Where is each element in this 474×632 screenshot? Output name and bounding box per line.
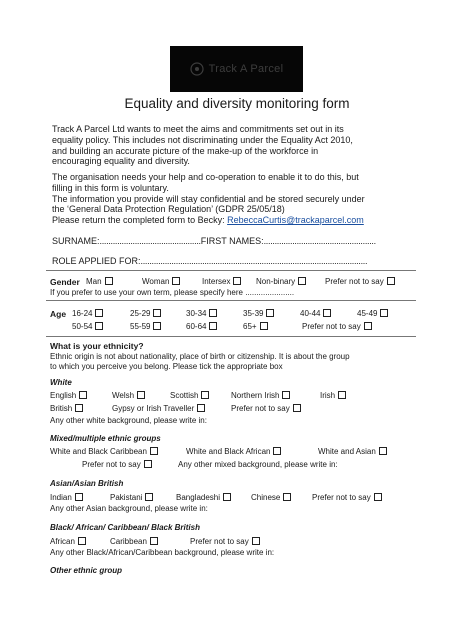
divider: [46, 336, 416, 337]
intro-line: filling in this form is voluntary.: [52, 182, 169, 193]
ethnicity-intro-2: to which you perceive you belong. Please tick the appropriate box: [50, 362, 283, 371]
ethnicity-option[interactable]: [110, 537, 158, 546]
ethnicity-option-prefer-not[interactable]: [312, 493, 382, 502]
checkbox[interactable]: [150, 537, 158, 545]
ethnicity-heading: What is your ethnicity?: [50, 341, 144, 351]
gender-option-non-binary[interactable]: [256, 277, 306, 286]
asian-other[interactable]: Any other Asian background, please write in:: [50, 504, 208, 513]
checkbox[interactable]: [95, 322, 103, 330]
option-label: Chinese: [251, 493, 281, 502]
return-text: Please return the completed form to Becky:: [52, 215, 225, 226]
option-label: Welsh: [112, 391, 135, 400]
checkbox[interactable]: [153, 309, 161, 317]
checkbox[interactable]: [201, 391, 209, 399]
option-label: 30-34: [186, 309, 207, 318]
option-label: Prefer not to say: [325, 277, 384, 286]
age-option[interactable]: [130, 322, 161, 331]
option-label: 25-29: [130, 309, 151, 318]
gender-option-intersex[interactable]: [202, 277, 241, 286]
ethnicity-option[interactable]: [176, 493, 231, 502]
ethnicity-option[interactable]: [110, 493, 153, 502]
asian-section-title: Asian/Asian British: [50, 479, 124, 488]
option-label: Scottish: [170, 391, 199, 400]
checkbox[interactable]: [387, 277, 395, 285]
role-row: [52, 256, 367, 266]
option-label: Irish: [320, 391, 336, 400]
checkbox[interactable]: [144, 460, 152, 468]
option-label: Northern Irish: [231, 391, 280, 400]
checkbox[interactable]: [266, 309, 274, 317]
intro-paragraph-1: [52, 124, 432, 167]
intro-line: and building an accurate picture of the make-up of the workforce in: [52, 145, 319, 156]
gender-option-man[interactable]: [86, 277, 113, 286]
checkbox[interactable]: [364, 322, 372, 330]
checkbox[interactable]: [95, 309, 103, 317]
ethnicity-option[interactable]: [50, 493, 83, 502]
page-title: Equality and diversity monitoring form: [124, 96, 350, 111]
gender-own-term[interactable]: If you prefer to use your own term, please specify here ......................: [50, 288, 295, 297]
intro-line: the ‘General Data Protection Regulation’ (GDPR 25/05/18): [52, 204, 285, 215]
first-names-field[interactable]: ...................................................: [263, 236, 376, 246]
checkbox[interactable]: [209, 309, 217, 317]
intro-line: Track A Parcel Ltd wants to meet the aims and commitments set out in its: [52, 124, 344, 134]
gender-option-prefer-not[interactable]: [325, 277, 395, 286]
age-option[interactable]: [243, 309, 274, 318]
option-label: Man: [86, 277, 102, 286]
ethnicity-option[interactable]: [50, 537, 86, 546]
option-label: 65+: [243, 322, 257, 331]
option-label: Woman: [142, 277, 170, 286]
option-label: Pakistani: [110, 493, 143, 502]
black-other[interactable]: Any other Black/African/Caribbean background, please write in:: [50, 548, 275, 557]
surname-row: [52, 236, 376, 246]
age-option[interactable]: [186, 309, 217, 318]
company-logo: [170, 46, 303, 92]
age-option[interactable]: [300, 309, 331, 318]
age-option-prefer-not[interactable]: [302, 322, 372, 331]
intro-line: encouraging equality and diversity.: [52, 156, 190, 167]
surname-label: SURNAME:: [52, 236, 100, 246]
ethnicity-option[interactable]: [50, 404, 83, 413]
option-label: 50-54: [72, 322, 93, 331]
ethnicity-option-prefer-not[interactable]: [190, 537, 260, 546]
other-section-title: Other ethnic group: [50, 566, 122, 575]
checkbox[interactable]: [150, 447, 158, 455]
option-label: Prefer not to say: [190, 537, 249, 546]
age-option[interactable]: [357, 309, 388, 318]
option-label: Bangladeshi: [176, 493, 221, 502]
ethnicity-option[interactable]: [320, 391, 346, 400]
divider: [46, 270, 416, 271]
option-label: Indian: [50, 493, 72, 502]
return-line: [52, 215, 432, 226]
checkbox[interactable]: [380, 309, 388, 317]
white-other[interactable]: Any other white background, please write in:: [50, 416, 207, 425]
checkbox[interactable]: [323, 309, 331, 317]
option-label: African: [50, 537, 75, 546]
ethnicity-option[interactable]: [112, 404, 205, 413]
age-option[interactable]: [72, 322, 103, 331]
checkbox[interactable]: [260, 322, 268, 330]
mixed-section-title: Mixed/multiple ethnic groups: [50, 434, 161, 443]
option-label: 16-24: [72, 309, 93, 318]
option-label: English: [50, 391, 77, 400]
checkbox[interactable]: [252, 537, 260, 545]
role-field[interactable]: .......................................................................................................: [140, 256, 368, 266]
age-label: Age: [50, 309, 67, 319]
option-label: White and Black African: [186, 447, 271, 456]
option-label: 60-64: [186, 322, 207, 331]
intro-line: The organisation needs your help and co-operation to enable it to do this, but: [52, 172, 359, 182]
first-names-label: FIRST NAMES:: [200, 236, 264, 246]
option-label: Prefer not to say: [312, 493, 371, 502]
divider: [46, 300, 416, 301]
checkbox[interactable]: [293, 404, 301, 412]
ethnicity-intro-1: Ethnic origin is not about nationality, place of birth or citizenship. It is about the group: [50, 352, 350, 361]
ethnicity-option[interactable]: [251, 493, 291, 502]
email-link[interactable]: RebeccaCurtis@trackaparcel.com: [227, 215, 364, 226]
option-label: Prefer not to say: [231, 404, 290, 413]
checkbox[interactable]: [172, 277, 180, 285]
checkbox[interactable]: [273, 447, 281, 455]
ethnicity-option[interactable]: [170, 391, 209, 400]
checkbox[interactable]: [79, 391, 87, 399]
ethnicity-option[interactable]: [112, 391, 145, 400]
ethnicity-option[interactable]: [186, 447, 281, 456]
option-label: Prefer not to say: [302, 322, 361, 331]
option-label: Gypsy or Irish Traveller: [112, 404, 195, 413]
age-option[interactable]: [130, 309, 161, 318]
location-pin-icon: [190, 62, 204, 76]
age-option[interactable]: [243, 322, 268, 331]
checkbox[interactable]: [153, 322, 161, 330]
checkbox[interactable]: [379, 447, 387, 455]
ethnicity-option-prefer-not[interactable]: [231, 404, 301, 413]
option-label: 45-49: [357, 309, 378, 318]
option-label: 40-44: [300, 309, 321, 318]
ethnicity-option-prefer-not[interactable]: [82, 460, 152, 469]
option-label: White and Asian: [318, 447, 376, 456]
ethnicity-option[interactable]: [50, 391, 87, 400]
checkbox[interactable]: [75, 493, 83, 501]
checkbox[interactable]: [105, 277, 113, 285]
ethnicity-option[interactable]: [318, 447, 387, 456]
option-label: 35-39: [243, 309, 264, 318]
checkbox[interactable]: [223, 493, 231, 501]
option-label: British: [50, 404, 73, 413]
checkbox[interactable]: [78, 537, 86, 545]
white-section-title: White: [50, 378, 72, 387]
gender-option-woman[interactable]: [142, 277, 180, 286]
age-option[interactable]: [72, 309, 103, 318]
logo-text: Track A Parcel: [208, 63, 284, 75]
checkbox[interactable]: [233, 277, 241, 285]
checkbox[interactable]: [298, 277, 306, 285]
ethnicity-option[interactable]: [50, 447, 158, 456]
checkbox[interactable]: [282, 391, 290, 399]
checkbox[interactable]: [374, 493, 382, 501]
intro-line: equality policy. This includes not discriminating under the Equality Act 2010,: [52, 134, 353, 145]
option-label: Caribbean: [110, 537, 147, 546]
black-section-title: Black/ African/ Caribbean/ Black British: [50, 523, 200, 532]
option-label: Non-binary: [256, 277, 296, 286]
checkbox[interactable]: [145, 493, 153, 501]
option-label: 55-59: [130, 322, 151, 331]
checkbox[interactable]: [338, 391, 346, 399]
option-label: White and Black Caribbean: [50, 447, 147, 456]
checkbox[interactable]: [209, 322, 217, 330]
gender-label: Gender: [50, 277, 80, 287]
intro-line: The information you provide will stay confidential and be stored securely under: [52, 193, 365, 204]
surname-field[interactable]: ..............................................: [99, 236, 201, 246]
intro-paragraph-2: [52, 172, 432, 226]
option-label: Prefer not to say: [82, 460, 141, 469]
age-option[interactable]: [186, 322, 217, 331]
checkbox[interactable]: [75, 404, 83, 412]
mixed-other[interactable]: Any other mixed background, please write in:: [178, 460, 338, 469]
checkbox[interactable]: [283, 493, 291, 501]
role-label: ROLE APPLIED FOR:: [52, 256, 141, 266]
ethnicity-option[interactable]: [231, 391, 290, 400]
option-label: Intersex: [202, 277, 231, 286]
checkbox[interactable]: [197, 404, 205, 412]
checkbox[interactable]: [137, 391, 145, 399]
